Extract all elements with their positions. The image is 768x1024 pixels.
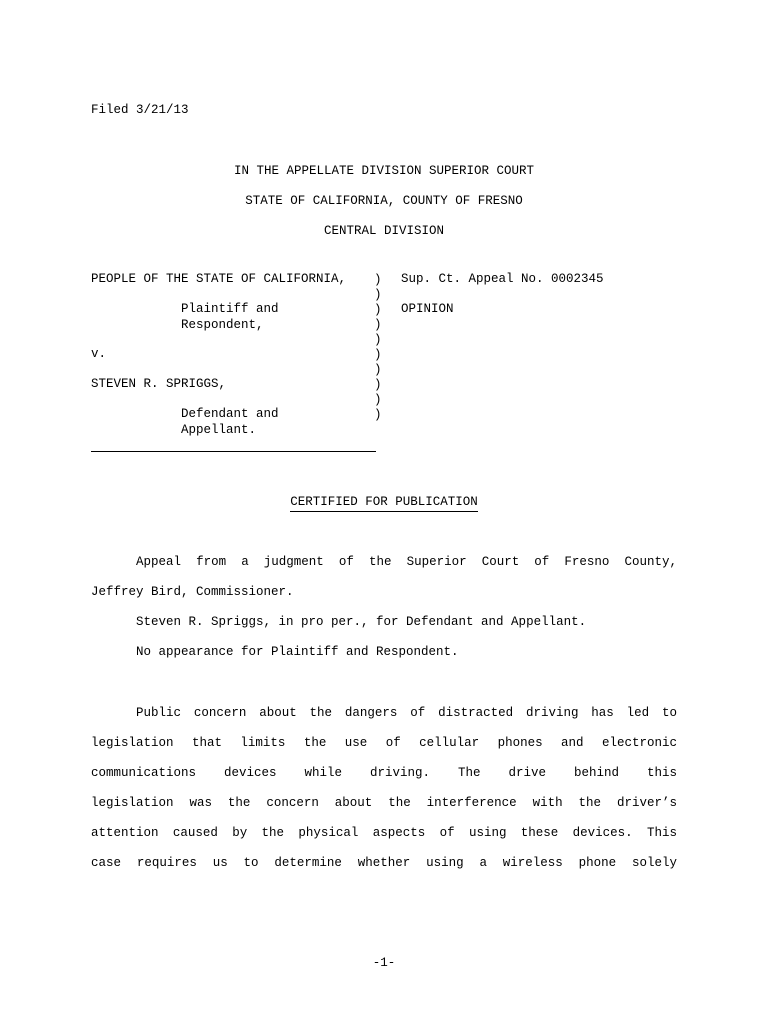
counsel-line1a: Appeal from a judgment of the Superior Court of Fresno County,: [136, 555, 677, 569]
document-type: OPINION: [401, 302, 454, 316]
caption-party2-role-b: Appellant.: [181, 423, 257, 437]
appeal-number: Sup. Ct. Appeal No. 0002345: [401, 272, 604, 286]
court-name-line1: IN THE APPELLATE DIVISION SUPERIOR COURT: [233, 164, 535, 178]
page-number: -1-: [372, 956, 396, 970]
body-line: case requires us to determine whether using a wireless phone solely: [91, 856, 677, 870]
court-name-line2: STATE OF CALIFORNIA, COUNTY OF FRESNO: [245, 194, 523, 208]
body-line: attention caused by the physical aspects of using these devices. This: [91, 826, 677, 840]
caption-party1-role-b: Respondent,: [181, 318, 264, 332]
caption-divider: [91, 451, 376, 452]
body-line: legislation that limits the use of cellular phones and electronic: [91, 736, 677, 750]
court-division: CENTRAL DIVISION: [323, 224, 445, 238]
counsel-line2: Steven R. Spriggs, in pro per., for Defendant and Appellant.: [136, 615, 587, 629]
caption-party2: STEVEN R. SPRIGGS,: [91, 377, 227, 391]
body-line: communications devices while driving. The drive behind this: [91, 766, 677, 780]
caption-versus: v.: [91, 347, 107, 361]
caption-party2-role-a: Defendant and: [181, 407, 279, 421]
filed-date: Filed 3/21/13: [91, 103, 189, 117]
counsel-line1b: Jeffrey Bird, Commissioner.: [91, 585, 294, 599]
caption-party1-role-a: Plaintiff and: [181, 302, 279, 316]
caption-paren-column: ) ) ) ) ) ) ) ) ) ): [374, 273, 382, 422]
body-line: Public concern about the dangers of distracted driving has led to: [136, 706, 677, 720]
body-line: legislation was the concern about the interference with the driver’s: [91, 796, 677, 810]
certification-heading: CERTIFIED FOR PUBLICATION: [0, 496, 768, 509]
counsel-line3: No appearance for Plaintiff and Respondent.: [136, 645, 459, 659]
caption-party1: PEOPLE OF THE STATE OF CALIFORNIA,: [91, 272, 347, 286]
